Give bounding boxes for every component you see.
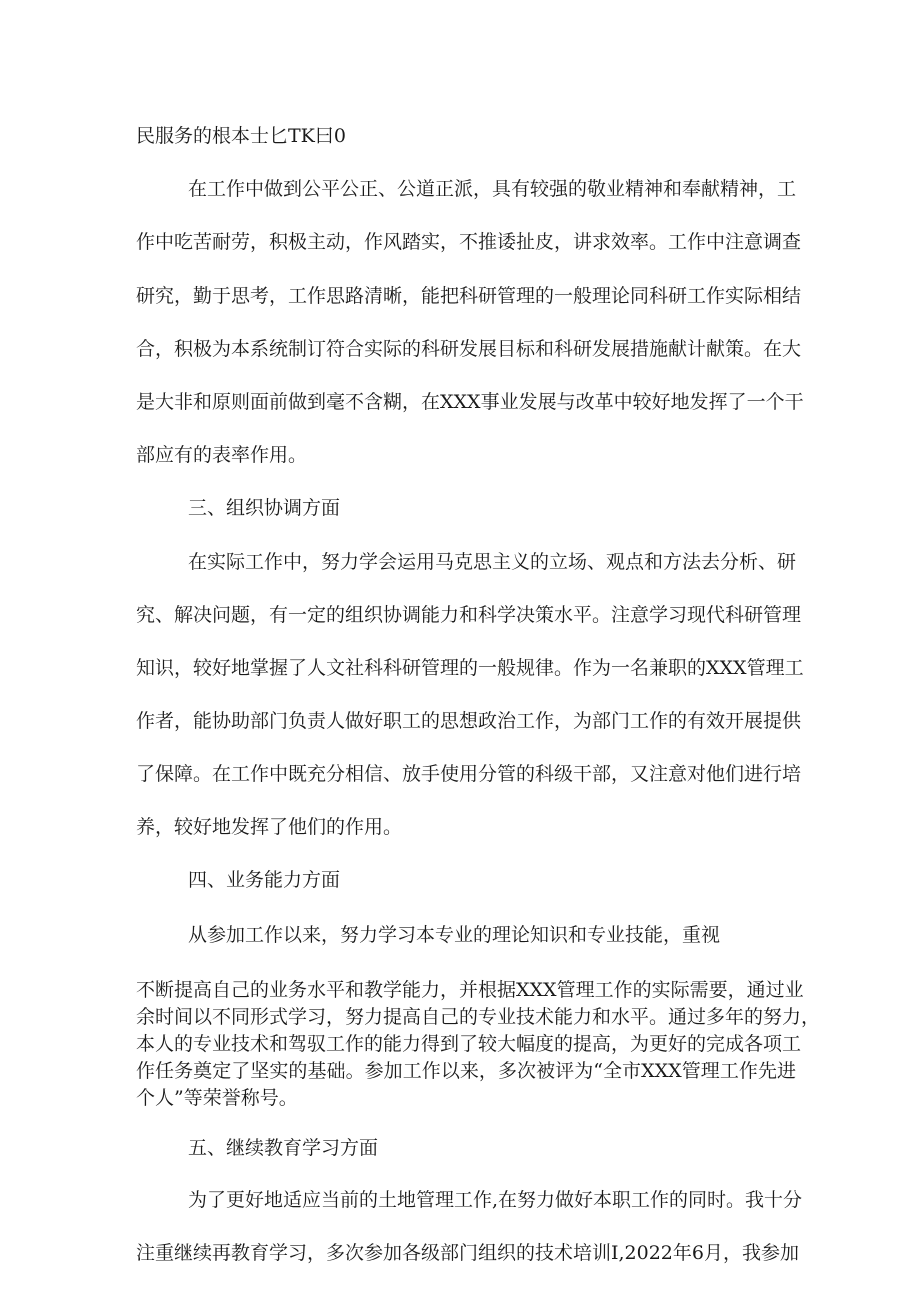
section-heading-5: 五、继续教育学习方面	[188, 1137, 379, 1159]
paragraph-line: 为了更好地适应当前的土地管理工作,在努力做好本职工作的同时。我十分	[188, 1189, 803, 1211]
paragraph-line: 究、解决问题，有一定的组织协调能力和科学决策水平。注意学习现代科研管理	[136, 604, 802, 626]
paragraph-line: 知识，较好地掌握了人文社科科研管理的一般规律。作为一名兼职的XXX管理工	[136, 657, 804, 679]
paragraph-line: 作者，能协助部门负责人做好职工的思想政治工作，为部门工作的有效开展提供	[136, 710, 802, 732]
fragment-line: 民服务的根本士匕TK曰0	[136, 125, 346, 147]
paragraph-line: 余时间以不同形式学习，努力提高自己的专业技术能力和水平。通过多年的努力，	[136, 1006, 821, 1028]
paragraph-line: 作任务奠定了坚实的基础。参加工作以来，多次被评为“全市XXX管理工作先进	[136, 1060, 796, 1082]
paragraph-line: 从参加工作以来，努力学习本专业的理论知识和专业技能，重视	[188, 924, 721, 946]
paragraph-line: 本人的专业技术和驾驭工作的能力得到了较大幅度的提高，为更好的完成各项工	[136, 1033, 802, 1055]
paragraph-line: 了保障。在工作中既充分相信、放手使用分管的科级干部，又注意对他们进行培	[136, 763, 802, 785]
paragraph-line: 注重继续再教育学习，多次参加各级部门组织的技术培训I,2022年6月，我参加	[136, 1242, 799, 1264]
paragraph-line: 个人”等荣誉称号。	[136, 1087, 298, 1109]
paragraph-line: 在工作中做到公平公正、公道正派，具有较强的敬业精神和奉献精神，工	[188, 178, 797, 200]
paragraph-line: 作中吃苦耐劳，积极主动，作风踏实，不推诿扯皮，讲求效率。工作中注意调查	[136, 231, 802, 253]
paragraph-line: 是大非和原则面前做到毫不含糊，在XXX事业发展与改革中较好地发挥了一个干	[136, 391, 804, 413]
paragraph-line: 在实际工作中，努力学会运用马克思主义的立场、观点和方法去分析、研	[188, 551, 797, 573]
paragraph-line: 部应有的表率作用。	[136, 444, 308, 466]
paragraph-line: 研究，勤于思考，工作思路清晰，能把科研管理的一般理论同科研工作实际相结	[136, 285, 802, 307]
paragraph-line: 养，较好地发挥了他们的作用。	[136, 816, 403, 838]
paragraph-line: 合，积极为本系统制订符合实际的科研发展目标和科研发展措施献计献策。在大	[136, 338, 802, 360]
section-heading-4: 四、业务能力方面	[188, 869, 341, 891]
section-heading-3: 三、组织协调方面	[188, 497, 341, 519]
paragraph-line: 不断提高自己的业务水平和教学能力，并根据XXX管理工作的实际需要，通过业	[136, 979, 804, 1001]
